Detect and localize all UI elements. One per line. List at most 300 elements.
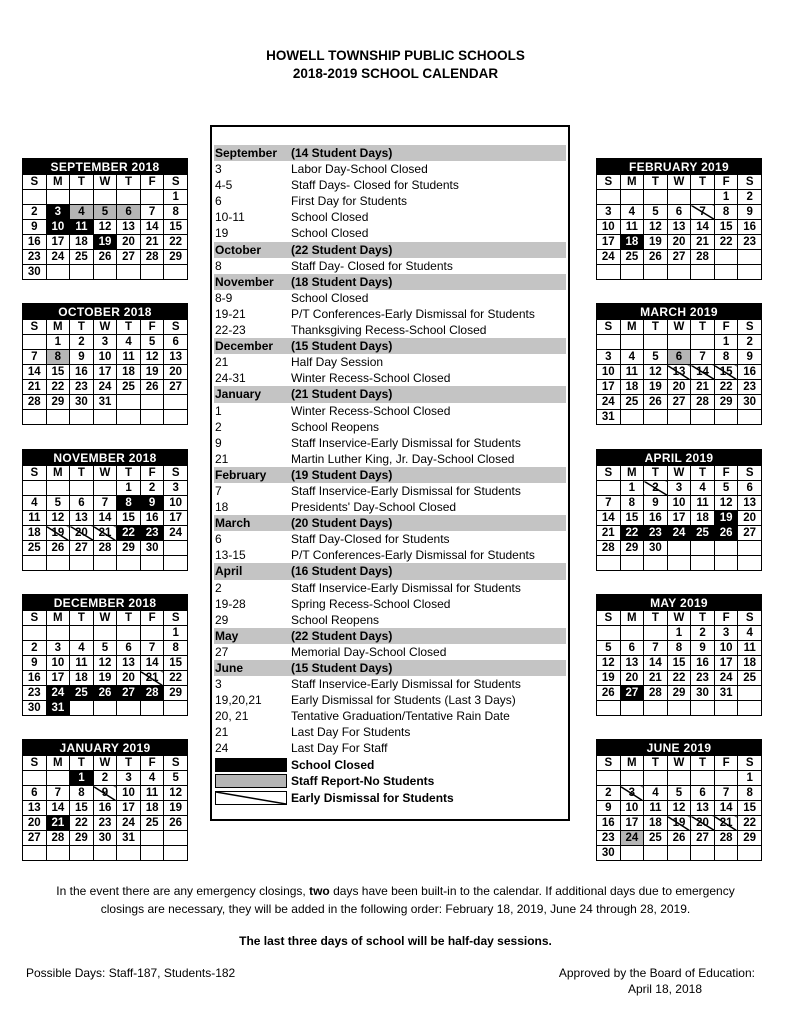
empty-cell — [117, 410, 141, 425]
day-cell: 20 — [23, 816, 47, 831]
day-cell: 17 — [46, 671, 70, 686]
month-section-header — [214, 515, 566, 531]
events-list — [214, 145, 566, 757]
day-cell: 1 — [620, 481, 644, 496]
empty-cell — [70, 265, 94, 280]
day-cell: 18 — [620, 235, 644, 250]
day-cell: 2 — [738, 335, 762, 350]
empty-cell — [46, 190, 70, 205]
day-cell: 18 — [738, 656, 762, 671]
day-cell: 31 — [93, 395, 117, 410]
day-cell: 15 — [117, 511, 141, 526]
month-title: SEPTEMBER 2018 — [23, 159, 188, 175]
event-row — [214, 161, 566, 177]
day-cell: 24 — [667, 526, 691, 541]
day-cell: 29 — [164, 250, 188, 265]
section-student-days: (22 Student Days) — [291, 242, 393, 257]
empty-cell — [597, 771, 621, 786]
empty-cell — [23, 626, 47, 641]
day-cell: 26 — [597, 686, 621, 701]
day-cell: 25 — [23, 541, 47, 556]
day-cell: 16 — [738, 365, 762, 380]
day-cell: 21 — [46, 816, 70, 831]
empty-cell — [93, 626, 117, 641]
day-cell: 10 — [46, 656, 70, 671]
day-cell: 5 — [140, 335, 164, 350]
day-cell: 25 — [140, 816, 164, 831]
empty-cell — [644, 556, 668, 571]
weekday-header: T — [644, 320, 668, 335]
day-cell: 9 — [738, 350, 762, 365]
empty-cell — [140, 190, 164, 205]
weekday-header: S — [23, 466, 47, 481]
day-cell: 9 — [597, 801, 621, 816]
day-cell: 8 — [117, 496, 141, 511]
day-cell: 15 — [667, 656, 691, 671]
day-cell: 26 — [93, 686, 117, 701]
day-cell: 14 — [23, 365, 47, 380]
day-cell: 17 — [667, 511, 691, 526]
weekday-header: S — [164, 611, 188, 626]
weekday-header: S — [164, 466, 188, 481]
day-cell: 23 — [738, 235, 762, 250]
day-cell: 11 — [620, 220, 644, 235]
event-description: School Reopens — [291, 419, 380, 434]
event-description: Staff Inservice-Early Dismissal for Students — [291, 435, 521, 450]
event-date: 27 — [215, 644, 229, 659]
empty-cell — [738, 846, 762, 861]
day-cell: 23 — [691, 671, 715, 686]
day-cell: 29 — [620, 541, 644, 556]
weekday-header: M — [620, 466, 644, 481]
empty-cell — [70, 626, 94, 641]
day-cell: 15 — [714, 365, 738, 380]
emergency-note-text-2: days have been built-in to the calendar. If additional days due to emergency — [329, 884, 735, 898]
empty-cell — [117, 556, 141, 571]
section-student-days: (19 Student Days) — [291, 467, 393, 482]
day-cell: 31 — [117, 831, 141, 846]
section-student-days: (15 Student Days) — [291, 661, 393, 675]
empty-cell — [667, 410, 691, 425]
weekday-header: F — [714, 320, 738, 335]
day-cell: 10 — [667, 496, 691, 511]
section-student-days: (16 Student Days) — [291, 564, 393, 579]
event-description: Staff Day- Closed for Students — [291, 258, 453, 273]
emergency-note — [0, 883, 791, 899]
event-row — [214, 306, 566, 322]
month-section-header — [214, 145, 566, 161]
event-description: Staff Inservice-Early Dismissal for Students — [291, 677, 521, 692]
day-cell: 3 — [667, 481, 691, 496]
legend-label: Early Dismissal for Students — [291, 790, 454, 805]
calendar-feb-2019 — [596, 158, 762, 280]
day-cell: 19 — [93, 671, 117, 686]
weekday-header: M — [620, 175, 644, 190]
weekday-header: F — [140, 756, 164, 771]
empty-cell — [691, 701, 715, 716]
weekday-header: F — [140, 611, 164, 626]
event-description: Early Dismissal for Students (Last 3 Days) — [291, 693, 516, 708]
day-cell: 13 — [117, 656, 141, 671]
event-row — [214, 419, 566, 435]
event-description: P/T Conferences-Early Dismissal for Students — [291, 306, 535, 321]
event-date: 7 — [215, 483, 222, 498]
day-cell: 14 — [140, 220, 164, 235]
day-cell: 18 — [23, 526, 47, 541]
weekday-header: T — [644, 611, 668, 626]
section-month: December — [215, 339, 274, 354]
empty-cell — [644, 846, 668, 861]
empty-cell — [23, 410, 47, 425]
month-section-header — [214, 242, 566, 258]
event-date: 3 — [215, 677, 222, 692]
events-panel — [210, 125, 570, 821]
section-month: November — [215, 274, 274, 289]
weekday-header: M — [620, 611, 644, 626]
weekday-header: T — [117, 175, 141, 190]
day-cell: 31 — [46, 701, 70, 716]
empty-cell — [164, 265, 188, 280]
month-title: NOVEMBER 2018 — [23, 450, 188, 466]
empty-cell — [620, 626, 644, 641]
event-row — [214, 499, 566, 515]
day-cell: 27 — [691, 831, 715, 846]
month-section-header — [214, 660, 566, 676]
day-cell: 25 — [70, 250, 94, 265]
day-cell: 20 — [70, 526, 94, 541]
day-cell: 25 — [70, 686, 94, 701]
day-cell: 5 — [93, 205, 117, 220]
empty-cell — [691, 410, 715, 425]
empty-cell — [117, 626, 141, 641]
day-cell: 5 — [714, 481, 738, 496]
weekday-header: W — [93, 320, 117, 335]
event-date: 24-31 — [215, 371, 246, 386]
day-cell: 12 — [644, 220, 668, 235]
empty-cell — [597, 265, 621, 280]
day-cell: 7 — [140, 205, 164, 220]
day-cell: 21 — [23, 380, 47, 395]
day-cell: 14 — [691, 365, 715, 380]
empty-cell — [714, 541, 738, 556]
weekday-header: S — [597, 756, 621, 771]
event-row — [214, 547, 566, 563]
event-row — [214, 483, 566, 499]
day-cell: 3 — [46, 641, 70, 656]
weekday-header: W — [93, 611, 117, 626]
empty-cell — [667, 190, 691, 205]
weekday-header: F — [140, 175, 164, 190]
emergency-note-text-1: In the event there are any emergency closings, — [56, 884, 310, 898]
empty-cell — [714, 265, 738, 280]
event-date: 10-11 — [215, 210, 245, 225]
day-cell: 31 — [714, 686, 738, 701]
event-description: Labor Day-School Closed — [291, 162, 428, 177]
day-cell: 26 — [644, 250, 668, 265]
empty-cell — [644, 771, 668, 786]
event-description: Staff Days- Closed for Students — [291, 178, 459, 193]
empty-cell — [667, 556, 691, 571]
day-cell: 8 — [164, 641, 188, 656]
day-cell: 13 — [620, 656, 644, 671]
day-cell: 8 — [46, 350, 70, 365]
calendar-sep-2018 — [22, 158, 188, 280]
day-cell: 15 — [164, 220, 188, 235]
day-cell: 12 — [93, 656, 117, 671]
day-cell: 23 — [738, 380, 762, 395]
calendar-dec-2018 — [22, 594, 188, 716]
event-row — [214, 258, 566, 274]
day-cell: 10 — [117, 786, 141, 801]
half-day-note: The last three days of school will be half-day sessions. — [239, 934, 552, 948]
month-title: JANUARY 2019 — [23, 740, 188, 756]
weekday-header: W — [667, 320, 691, 335]
month-title: MAY 2019 — [597, 595, 762, 611]
day-cell: 26 — [164, 816, 188, 831]
event-description: Spring Recess-School Closed — [291, 596, 451, 611]
empty-cell — [93, 410, 117, 425]
day-cell: 8 — [667, 641, 691, 656]
day-cell: 9 — [70, 350, 94, 365]
empty-cell — [164, 846, 188, 861]
day-cell: 1 — [70, 771, 94, 786]
empty-cell — [46, 846, 70, 861]
calendar-jan-2019 — [22, 739, 188, 861]
empty-cell — [164, 541, 188, 556]
weekday-header: F — [714, 611, 738, 626]
day-cell: 10 — [93, 350, 117, 365]
weekday-header: S — [597, 466, 621, 481]
day-cell: 27 — [23, 831, 47, 846]
calendar-title: 2018-2019 SCHOOL CALENDAR — [292, 66, 499, 81]
empty-cell — [644, 626, 668, 641]
empty-cell — [667, 265, 691, 280]
event-row — [214, 708, 566, 724]
day-cell: 26 — [714, 526, 738, 541]
empty-cell — [164, 395, 188, 410]
empty-cell — [23, 335, 47, 350]
empty-cell — [46, 265, 70, 280]
day-cell: 4 — [140, 771, 164, 786]
legend-label: Staff Report-No Students — [291, 774, 435, 789]
event-row — [214, 644, 566, 660]
weekday-header: M — [46, 175, 70, 190]
empty-cell — [691, 771, 715, 786]
legend-item-gray — [214, 773, 566, 790]
day-cell: 1 — [738, 771, 762, 786]
empty-cell — [140, 846, 164, 861]
day-cell: 28 — [644, 686, 668, 701]
weekday-header: T — [644, 466, 668, 481]
day-cell: 19 — [93, 235, 117, 250]
empty-cell — [667, 771, 691, 786]
day-cell: 8 — [70, 786, 94, 801]
day-cell: 25 — [117, 380, 141, 395]
legend-label: School Closed — [291, 757, 375, 772]
empty-cell — [93, 481, 117, 496]
day-cell: 14 — [46, 801, 70, 816]
legend — [214, 757, 566, 807]
day-cell: 11 — [70, 220, 94, 235]
weekday-header: S — [164, 320, 188, 335]
day-cell: 11 — [738, 641, 762, 656]
day-cell: 17 — [93, 365, 117, 380]
day-cell: 28 — [140, 250, 164, 265]
weekday-header: T — [117, 466, 141, 481]
day-cell: 27 — [667, 395, 691, 410]
day-cell: 14 — [691, 220, 715, 235]
legend-item-early — [214, 790, 566, 807]
weekday-header: F — [714, 175, 738, 190]
empty-cell — [46, 410, 70, 425]
event-row — [214, 435, 566, 451]
empty-cell — [738, 410, 762, 425]
day-cell: 6 — [738, 481, 762, 496]
day-cell: 2 — [140, 481, 164, 496]
day-cell: 29 — [46, 395, 70, 410]
day-cell: 22 — [714, 380, 738, 395]
day-cell: 8 — [738, 786, 762, 801]
day-cell: 27 — [117, 250, 141, 265]
empty-cell — [597, 556, 621, 571]
day-cell: 10 — [597, 220, 621, 235]
day-cell: 29 — [667, 686, 691, 701]
day-cell: 5 — [46, 496, 70, 511]
day-cell: 6 — [691, 786, 715, 801]
day-cell: 17 — [597, 380, 621, 395]
day-cell: 7 — [691, 350, 715, 365]
day-cell: 3 — [597, 205, 621, 220]
empty-cell — [23, 556, 47, 571]
day-cell: 27 — [117, 686, 141, 701]
calendar-may-2019 — [596, 594, 762, 716]
day-cell: 7 — [23, 350, 47, 365]
day-cell: 14 — [93, 511, 117, 526]
day-cell: 25 — [738, 671, 762, 686]
weekday-header: W — [667, 756, 691, 771]
event-description: Presidents' Day-School Closed — [291, 500, 457, 515]
approval-line: Approved by the Board of Education: — [558, 966, 755, 980]
event-date: 22-23 — [215, 323, 246, 338]
day-cell: 21 — [691, 235, 715, 250]
day-cell: 6 — [667, 205, 691, 220]
day-cell: 27 — [620, 686, 644, 701]
section-month: January — [215, 387, 262, 402]
day-cell: 21 — [691, 380, 715, 395]
day-cell: 2 — [23, 641, 47, 656]
weekday-header: M — [46, 756, 70, 771]
day-cell: 11 — [644, 801, 668, 816]
empty-cell — [117, 846, 141, 861]
day-cell: 22 — [70, 816, 94, 831]
event-date: 4-5 — [215, 178, 233, 193]
day-cell: 27 — [667, 250, 691, 265]
day-cell: 22 — [46, 380, 70, 395]
legend-swatch-gray — [215, 774, 287, 788]
day-cell: 16 — [597, 816, 621, 831]
day-cell: 8 — [714, 350, 738, 365]
day-cell: 7 — [93, 496, 117, 511]
day-cell: 15 — [46, 365, 70, 380]
event-row — [214, 209, 566, 225]
month-title: DECEMBER 2018 — [23, 595, 188, 611]
day-cell: 22 — [117, 526, 141, 541]
event-row — [214, 596, 566, 612]
event-description: Staff Inservice-Early Dismissal for Students — [291, 580, 521, 595]
event-description: Last Day For Staff — [291, 741, 388, 756]
calendar-mar-2019 — [596, 303, 762, 425]
weekday-header: S — [23, 175, 47, 190]
event-date: 21 — [215, 355, 229, 370]
day-cell: 15 — [164, 656, 188, 671]
event-description: Thanksgiving Recess-School Closed — [291, 323, 487, 338]
weekday-header: F — [714, 466, 738, 481]
event-date: 19 — [215, 226, 229, 241]
event-date: 19-21 — [215, 306, 246, 321]
empty-cell — [93, 265, 117, 280]
empty-cell — [714, 556, 738, 571]
day-cell: 3 — [597, 350, 621, 365]
day-cell: 9 — [691, 641, 715, 656]
weekday-header: F — [140, 466, 164, 481]
day-cell: 17 — [46, 235, 70, 250]
event-description: School Closed — [291, 290, 369, 305]
empty-cell — [164, 831, 188, 846]
event-row — [214, 193, 566, 209]
weekday-header: S — [738, 320, 762, 335]
day-cell: 13 — [164, 350, 188, 365]
empty-cell — [620, 335, 644, 350]
day-cell: 1 — [164, 626, 188, 641]
empty-cell — [597, 335, 621, 350]
empty-cell — [691, 335, 715, 350]
day-cell: 28 — [714, 831, 738, 846]
empty-cell — [714, 701, 738, 716]
event-row — [214, 724, 566, 740]
day-cell: 4 — [691, 481, 715, 496]
day-cell: 7 — [714, 786, 738, 801]
day-cell: 15 — [714, 220, 738, 235]
day-cell: 26 — [140, 380, 164, 395]
event-description: Martin Luther King, Jr. Day-School Closed — [291, 451, 515, 466]
day-cell: 12 — [46, 511, 70, 526]
weekday-header: S — [597, 611, 621, 626]
event-row — [214, 225, 566, 241]
day-cell: 7 — [644, 641, 668, 656]
empty-cell — [70, 481, 94, 496]
event-date: 1 — [215, 403, 222, 418]
month-title: OCTOBER 2018 — [23, 304, 188, 320]
empty-cell — [620, 701, 644, 716]
day-cell: 4 — [117, 335, 141, 350]
empty-cell — [140, 556, 164, 571]
event-date: 2 — [215, 419, 222, 434]
day-cell: 5 — [93, 641, 117, 656]
day-cell: 29 — [70, 831, 94, 846]
day-cell: 24 — [46, 686, 70, 701]
day-cell: 30 — [738, 395, 762, 410]
day-cell: 26 — [644, 395, 668, 410]
empty-cell — [620, 771, 644, 786]
weekday-header: S — [164, 175, 188, 190]
legend-item-closed — [214, 757, 566, 774]
event-row — [214, 403, 566, 419]
day-cell: 4 — [620, 350, 644, 365]
day-cell: 26 — [667, 831, 691, 846]
day-cell: 1 — [164, 190, 188, 205]
possible-days: Possible Days: Staff-187, Students-182 — [26, 966, 236, 980]
day-cell: 6 — [620, 641, 644, 656]
